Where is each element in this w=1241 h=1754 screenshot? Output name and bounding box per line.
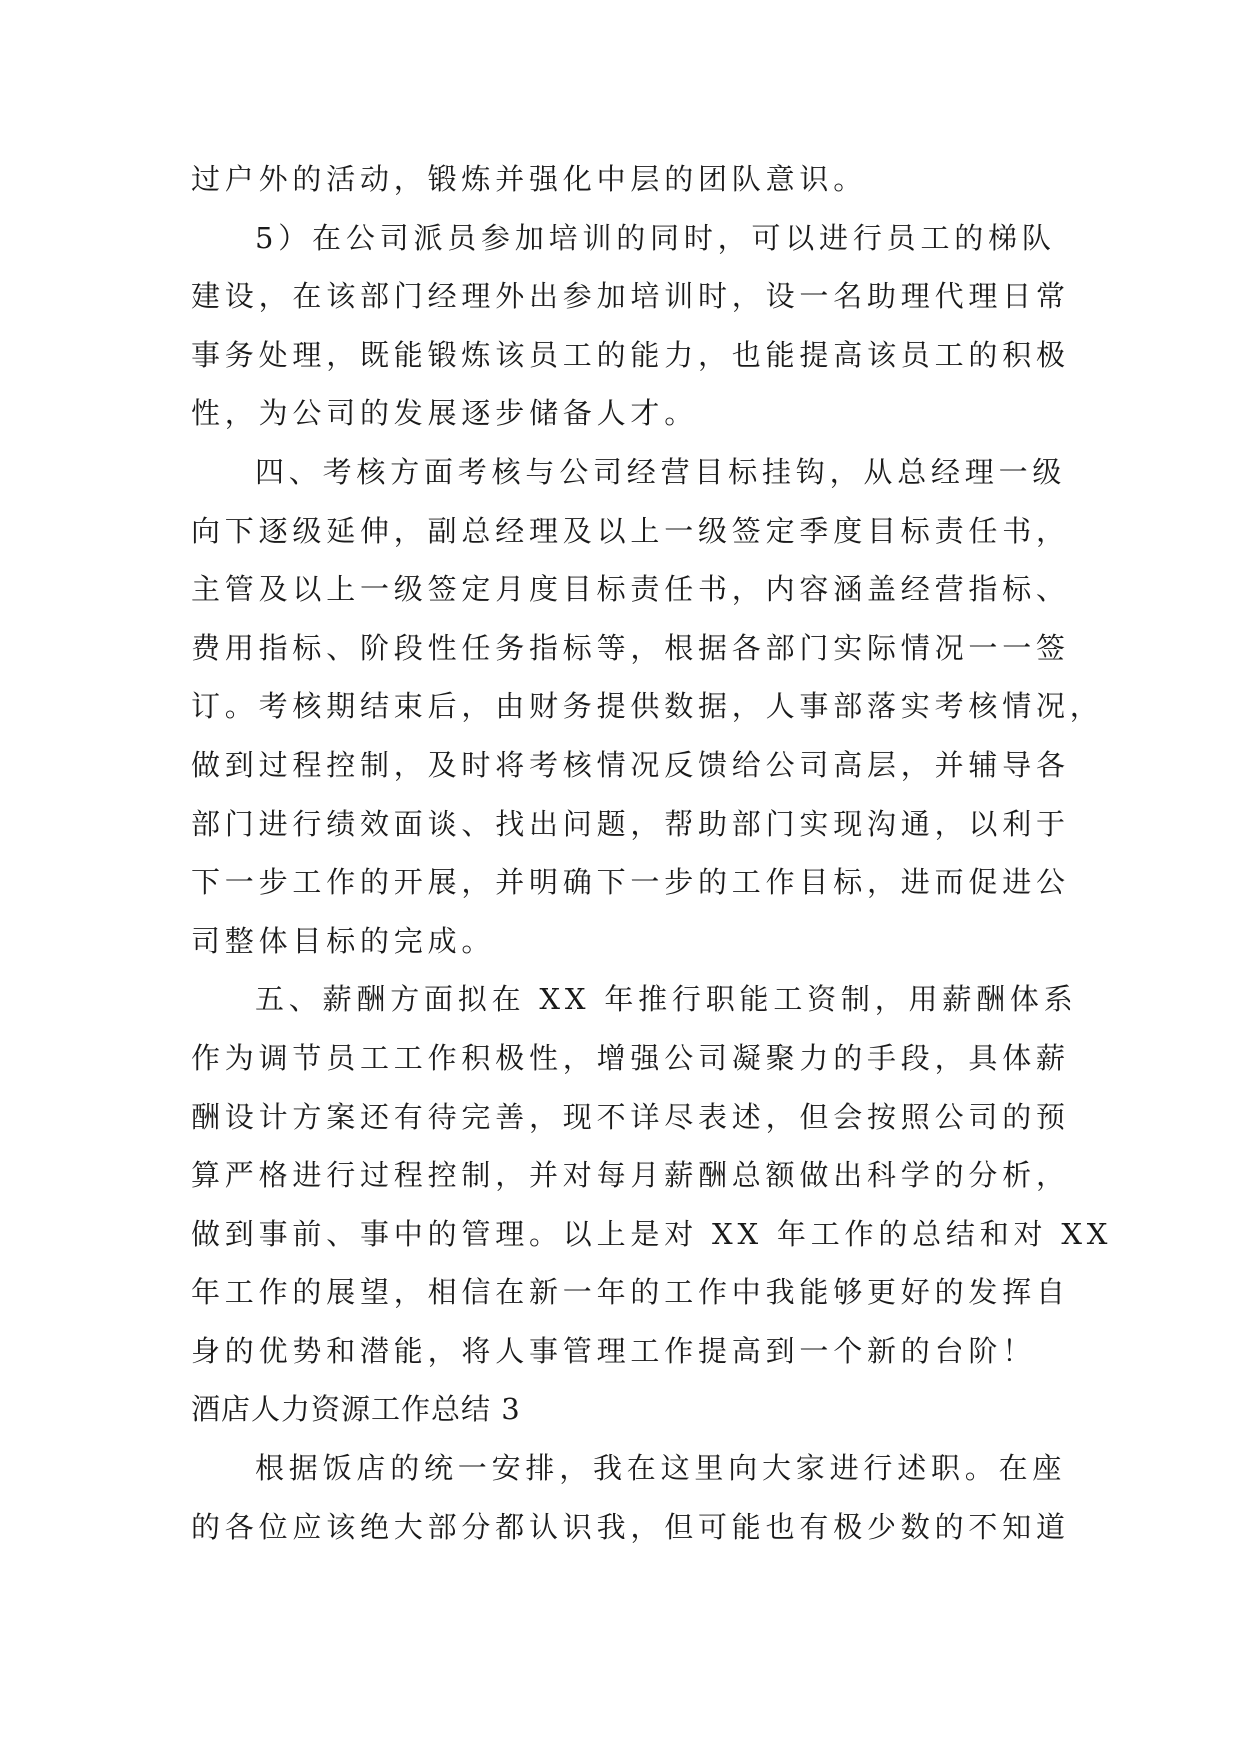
body-line: 性，为公司的发展逐步储备人才。 — [191, 396, 699, 431]
body-line: 司整体目标的完成。 — [191, 923, 496, 958]
body-line: 做到过程控制，及时将考核情况反馈给公司高层，并辅导各 — [191, 747, 1070, 782]
section-four-line: 四、考核方面考核与公司经营目标挂钩，从总经理一级 — [255, 454, 1067, 489]
body-line: 作为调节员工工作积极性，增强公司凝聚力的手段，具体薪 — [191, 1040, 1070, 1075]
body-line: 酬设计方案还有待完善，现不详尽表述，但会按照公司的预 — [191, 1099, 1070, 1134]
body-line: 费用指标、阶段性任务指标等，根据各部门实际情况一一签 — [191, 630, 1070, 665]
body-line: 订。考核期结束后，由财务提供数据，人事部落实考核情况， — [191, 689, 1104, 724]
body-line: 身的优势和潜能，将人事管理工作提高到一个新的台阶！ — [191, 1333, 1037, 1368]
body-line: 的各位应该绝大部分都认识我，但可能也有极少数的不知道 — [191, 1509, 1070, 1544]
body-line: 做到事前、事中的管理。以上是对 XX 年工作的总结和对 XX — [191, 1216, 1113, 1251]
body-line: 根据饭店的统一安排，我在这里向大家进行述职。在座 — [255, 1451, 1067, 1486]
section-heading: 酒店人力资源工作总结 3 — [191, 1392, 521, 1427]
section-five-line: 五、薪酬方面拟在 XX 年推行职能工资制，用薪酬体系 — [255, 982, 1078, 1017]
body-line: 下一步工作的开展，并明确下一步的工作目标，进而促进公 — [191, 865, 1070, 900]
body-line: 事务处理，既能锻炼该员工的能力，也能提高该员工的积极 — [191, 337, 1070, 372]
body-line: 年工作的展望，相信在新一年的工作中我能够更好的发挥自 — [191, 1275, 1070, 1310]
body-line: 过户外的活动，锻炼并强化中层的团队意识。 — [191, 162, 868, 196]
body-line: 建设，在该部门经理外出参加培训时，设一名助理代理日常 — [191, 279, 1070, 314]
body-line: 主管及以上一级签定月度目标责任书，内容涵盖经营指标、 — [191, 572, 1070, 607]
list-item-5-line: 5）在公司派员参加培训的同时，可以进行员工的梯队 — [255, 220, 1056, 255]
document-body — [191, 150, 1113, 1556]
body-line: 向下逐级延伸，副总经理及以上一级签定季度目标责任书， — [191, 513, 1070, 548]
body-line: 算严格进行过程控制，并对每月薪酬总额做出科学的分析， — [191, 1158, 1070, 1193]
body-line: 部门进行绩效面谈、找出问题，帮助部门实现沟通，以利于 — [191, 806, 1070, 841]
